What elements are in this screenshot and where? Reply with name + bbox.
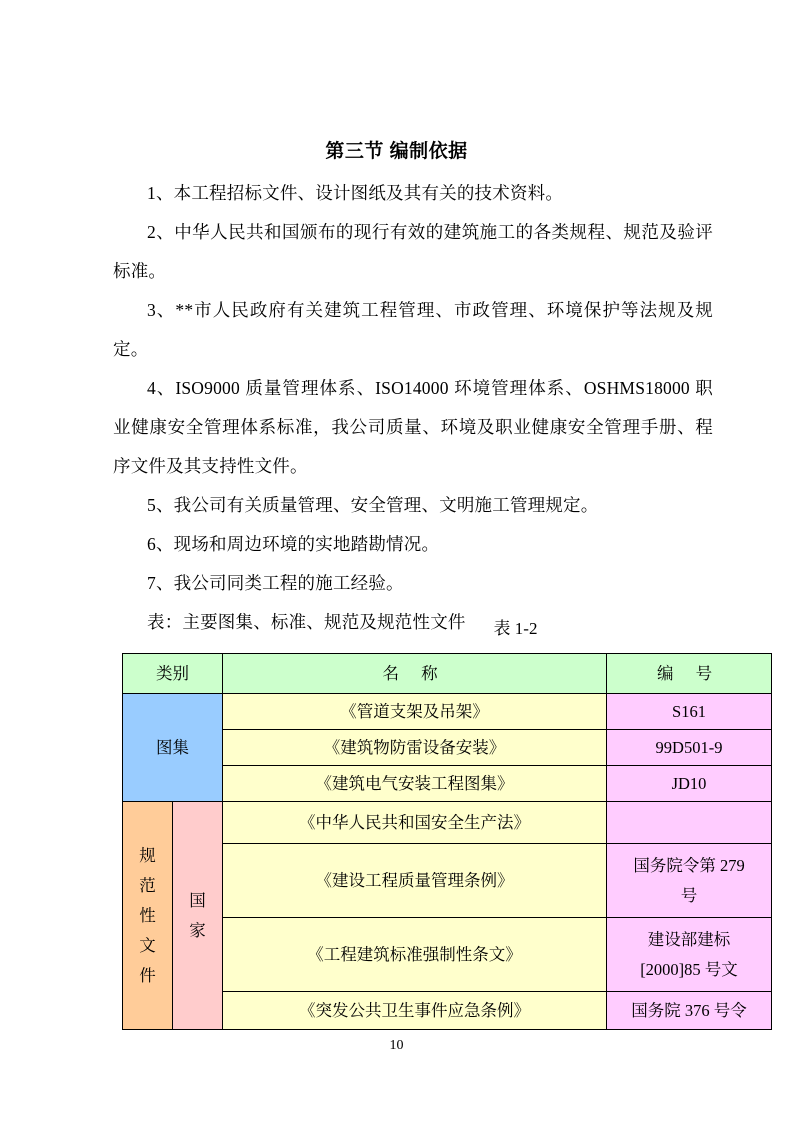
vchar: 家: [189, 920, 206, 940]
row-code: S161: [607, 694, 772, 730]
standards-table: [122, 653, 772, 1030]
vchar: 国: [189, 890, 206, 910]
row-name: 《建设工程质量管理条例》: [223, 844, 607, 918]
body-text-block: [113, 174, 713, 642]
row-code-line1: 建设部建标: [647, 929, 731, 949]
vchar: 文: [139, 935, 156, 955]
row-name: 《建筑物防雷设备安装》: [223, 730, 607, 766]
paragraph-7: 7、我公司同类工程的施工经验。: [147, 573, 404, 593]
row-code: [607, 802, 772, 844]
paragraph-3: 3、**市人民政府有关建筑工程管理、市政管理、环境保护等法规及规定。: [113, 300, 713, 359]
row-code-line2: 号: [680, 885, 698, 905]
page-number: 10: [389, 1038, 404, 1053]
header-category: 类别: [123, 654, 223, 694]
row-code-line1: 国务院令第 279: [633, 855, 745, 875]
paragraph-5: 5、我公司有关质量管理、安全管理、文明施工管理规定。: [147, 495, 599, 515]
vchar: 规: [139, 845, 156, 865]
row-name: 《管道支架及吊架》: [223, 694, 607, 730]
paragraph-1: 1、本工程招标文件、设计图纸及其有关的技术资料。: [147, 183, 564, 203]
row-code: 国务院 376 号令: [607, 992, 772, 1030]
row-code: JD10: [607, 766, 772, 802]
paragraph-2: 2、中华人民共和国颁布的现行有效的建筑施工的各类规程、规范及验评标准。: [113, 222, 713, 281]
row-code: [607, 844, 772, 918]
table-row: [123, 694, 772, 730]
row-code: 99D501-9: [607, 730, 772, 766]
table-header-row: [123, 654, 772, 694]
vchar: 范: [139, 875, 156, 895]
subgroup-label-guojia: [173, 802, 223, 1030]
table-caption: 表：主要图集、标准、规范及规范性文件: [147, 612, 466, 632]
page-title: 第三节 编制依据: [325, 141, 468, 162]
row-name: 《建筑电气安装工程图集》: [223, 766, 607, 802]
row-name: 《工程建筑标准强制性条文》: [223, 918, 607, 992]
paragraph-4: 4、ISO9000 质量管理体系、ISO14000 环境管理体系、OSHMS18000 职业健康安全管理体系标准，我公司质量、环境及职业健康安全管理手册、程序文件及其支持性文件。: [113, 378, 713, 476]
group-label-tuji: 图集: [123, 694, 223, 802]
table-row: [123, 802, 772, 844]
header-code: 编 号: [607, 654, 772, 694]
header-name: 名 称: [223, 654, 607, 694]
row-name: 《突发公共卫生事件应急条例》: [223, 992, 607, 1030]
table-number-label: 表 1-2: [493, 619, 538, 638]
vchar: 性: [139, 905, 156, 925]
row-code-line2: [2000]85 号文: [640, 959, 738, 979]
row-name: 《中华人民共和国安全生产法》: [223, 802, 607, 844]
group-label-guifanxing-wenjian: [123, 802, 173, 1030]
paragraph-6: 6、现场和周边环境的实地踏勘情况。: [147, 534, 440, 554]
row-code: [607, 918, 772, 992]
vchar: 件: [139, 965, 156, 985]
